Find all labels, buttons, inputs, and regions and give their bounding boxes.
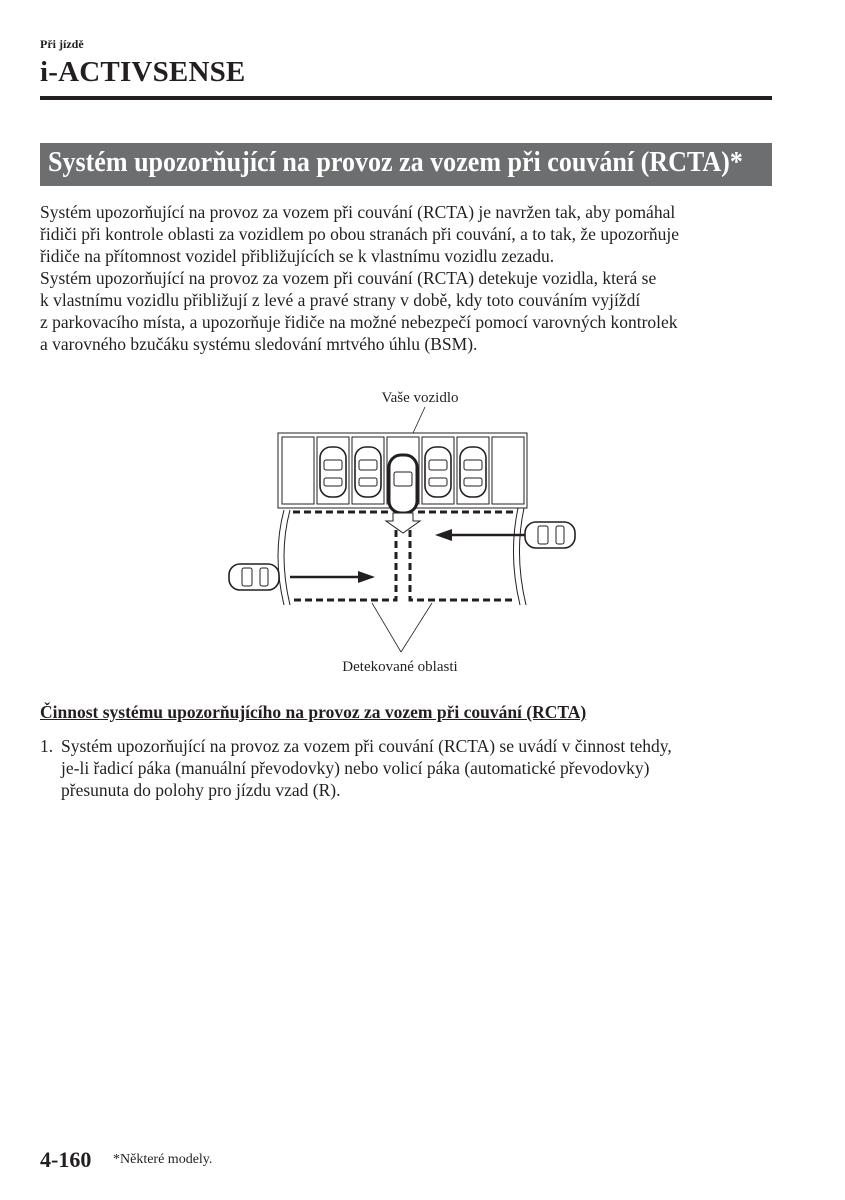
own-vehicle-label: Vaše vozidlo [381,390,459,406]
detection-areas-label: Detekované oblasti [342,659,458,675]
text-line: z parkovacího místa, a upozorňuje řidiče na možné nebezpečí pomocí varovných kontrolek [40,312,678,332]
text-line: a varovného bzučáku systému sledování mrtvého úhlu (BSM). [40,334,478,354]
approaching-car-right [525,522,575,548]
footnote: *Některé modely. [113,1152,213,1167]
text-line: Systém upozorňující na provoz za vozem při couvání (RCTA) detekuje vozidla, která se [40,268,657,288]
header-rule [40,96,772,100]
leader-line [372,603,401,652]
page-title: Systém upozorňující na provoz za vozem při couvání (RCTA)* [48,147,743,178]
text-line: řidiče na přítomnost vozidel přibližujících se k vlastnímu vozidlu zezadu. [40,246,555,266]
own-vehicle [389,455,417,513]
text-line: Systém upozorňující na provoz za vozem při couvání (RCTA) se uvádí v činnost tehdy, [61,736,672,756]
parked-car [320,447,346,497]
parked-car [425,447,451,497]
subheading: Činnost systému upozorňujícího na provoz za vozem při couvání (RCTA) [40,702,587,722]
leader-line [401,603,432,652]
text-line: je-li řadicí páka (manuální převodovky) nebo volicí páka (automatické převodovky) [61,758,650,778]
text-line: Systém upozorňující na provoz za vozem při couvání (RCTA) je navržen tak, aby pomáhal [40,202,676,222]
section-label: Při jízdě [40,37,84,51]
intro-paragraph [40,201,679,355]
road-break [513,508,526,605]
text-line: přesunuta do polohy pro jízdu vzad (R). [61,780,341,800]
approaching-car-left [229,564,279,590]
text-line: řidiči při kontrole oblasti za vozidlem po obou stranách při couvání, a to tak, že upozorňuje [40,224,680,244]
parked-car [355,447,381,497]
parked-car [460,447,486,497]
chapter-title: i-ACTIVSENSE [40,56,246,88]
arrow-left-icon [435,529,525,541]
text-line: k vlastnímu vozidlu přibližují z levé a pravé strany v době, kdy toto couváním vyjíždí [40,290,641,310]
road-break [278,510,290,605]
rcta-diagram [220,380,600,680]
reverse-arrow-icon [386,513,420,533]
page-number: 4-160 [40,1147,92,1172]
list-number: 1. [40,736,54,756]
arrow-right-icon [290,571,375,583]
